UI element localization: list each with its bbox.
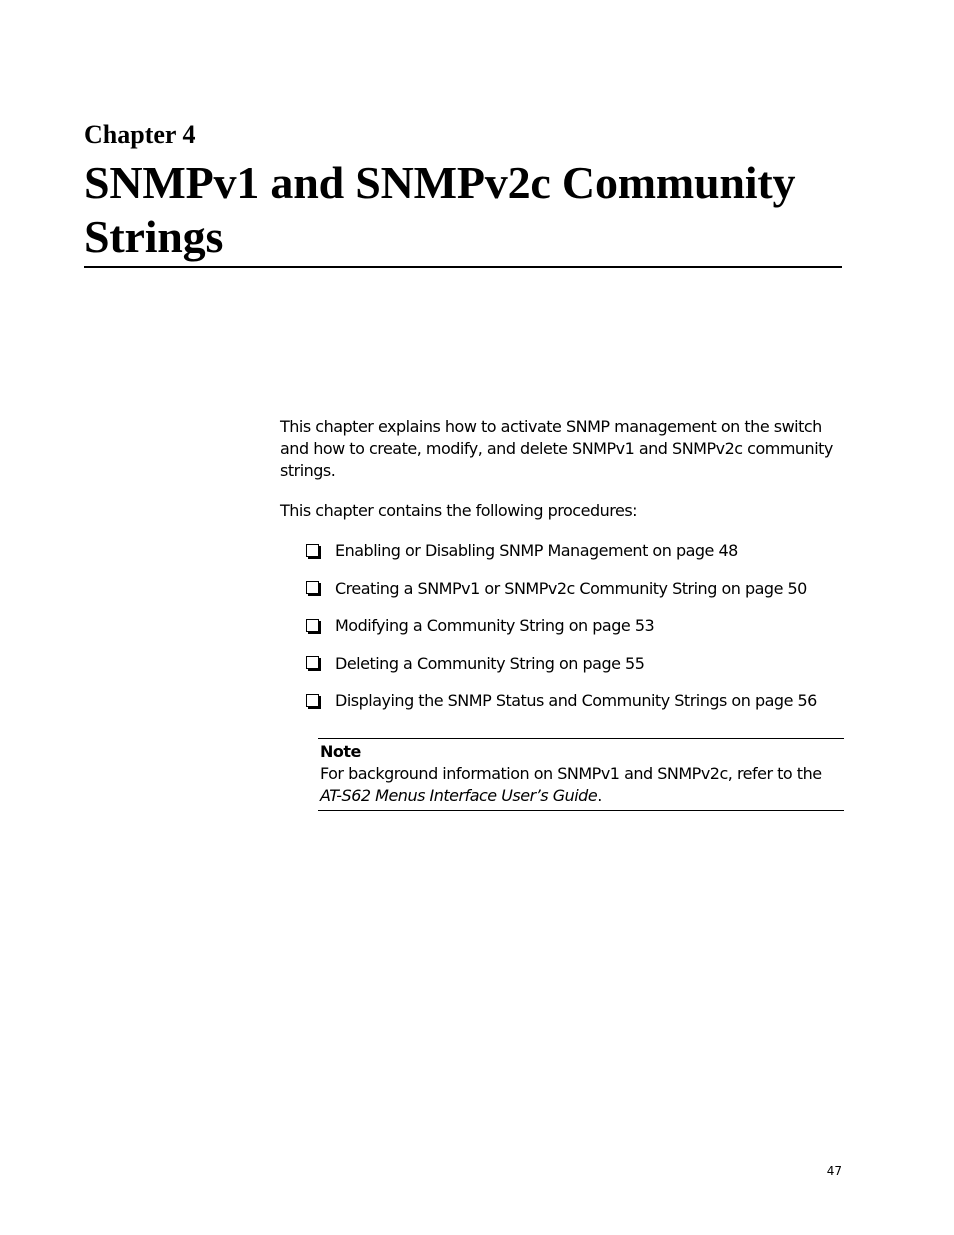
list-item [306,690,866,712]
procedure-link[interactable]: Deleting a Community String on page 55 [335,653,645,673]
list-item [306,540,866,562]
note-text [320,763,844,807]
note-label: Note [320,742,361,761]
chapter-title: SNMPv1 and SNMPv2c Community Strings [84,157,796,262]
list-item [306,615,866,637]
page-number: 47 [826,1164,842,1178]
procedure-list [306,540,866,728]
checkbox-bullet-icon [306,694,319,707]
title-underline [84,266,842,268]
procedures-intro: This chapter contains the following procedures: [280,501,638,520]
checkbox-bullet-icon [306,619,319,632]
list-item [306,578,866,600]
list-item [306,653,866,675]
checkbox-bullet-icon [306,656,319,669]
chapter-label: Chapter 4 [84,120,196,149]
note-text-after: . [597,786,602,805]
checkbox-bullet-icon [306,544,319,557]
procedure-link[interactable]: Modifying a Community String on page 53 [335,616,655,635]
procedure-link[interactable]: Displaying the SNMP Status and Community Strings on page 56 [335,691,817,710]
procedure-link[interactable]: Enabling or Disabling SNMP Management on page 48 [335,541,738,560]
checkbox-bullet-icon [306,581,319,594]
intro-paragraph: This chapter explains how to activate SNMP management on the switch and how to create, modify, and delete SNMPv1 and SNMPv2c community strings. [280,417,833,480]
guide-title: AT-S62 Menus Interface User’s Guide [320,786,598,805]
note-box [318,738,844,811]
note-text-before: For background information on SNMPv1 and SNMPv2c, refer to the [320,764,822,783]
procedure-link[interactable]: Creating a SNMPv1 or SNMPv2c Community String on page 50 [335,578,807,598]
